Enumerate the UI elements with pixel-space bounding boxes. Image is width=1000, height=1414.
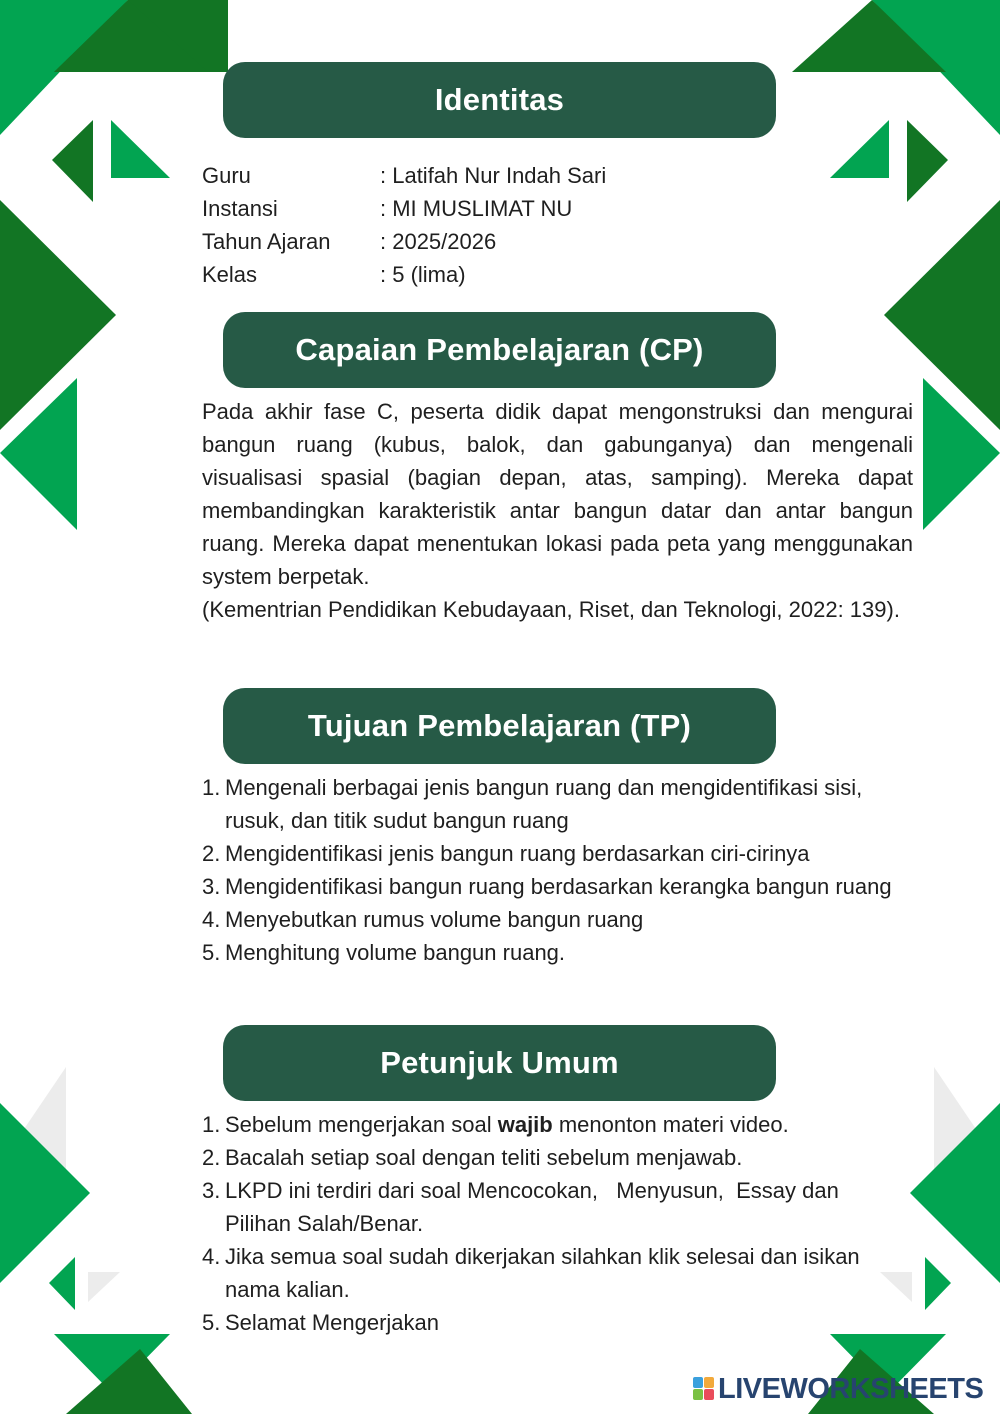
- list-number: 5.: [202, 940, 221, 965]
- tp-title: Tujuan Pembelajaran (TP): [307, 708, 692, 743]
- identity-value: : 5 (lima): [380, 262, 466, 287]
- list-text: Mengenali berbagai jenis bangun ruang dan mengidentifikasi sisi, rusuk, dan titik sudut bangun ruang: [225, 775, 863, 833]
- list-text-bold: wajib: [497, 1112, 553, 1137]
- list-number: 2.: [202, 1145, 221, 1170]
- identity-value: : Latifah Nur Indah Sari: [380, 163, 607, 188]
- list-text: Menyebutkan rumus volume bangun ruang: [225, 907, 644, 932]
- cp-paragraph: [202, 395, 913, 626]
- identitas-title: Identitas: [434, 82, 565, 117]
- list-text: LKPD ini terdiri dari soal Mencocokan, Menyusun, Essay dan Pilihan Salah/Benar.: [225, 1178, 845, 1236]
- identity-label: Kelas: [202, 262, 258, 287]
- list-item: [202, 1240, 892, 1306]
- identity-row-instansi: [202, 192, 572, 225]
- list-text-after: menonton materi video.: [552, 1112, 789, 1137]
- list-item: [202, 903, 892, 936]
- list-item: [202, 1141, 892, 1174]
- list-item: [202, 870, 892, 903]
- identity-row-tahun-ajaran: [202, 225, 496, 258]
- cp-header: [223, 312, 776, 388]
- identity-row-kelas: [202, 258, 466, 291]
- identity-label: Tahun Ajaran: [202, 229, 331, 254]
- list-text: Mengidentifikasi bangun ruang berdasarkan kerangka bangun ruang: [225, 874, 892, 899]
- list-item: [202, 1108, 892, 1141]
- petunjuk-header: [223, 1025, 776, 1101]
- list-text: Selamat Mengerjakan: [225, 1310, 440, 1335]
- list-text-before: Sebelum mengerjakan soal: [225, 1112, 498, 1137]
- list-text: Bacalah setiap soal dengan teliti sebelum menjawab.: [225, 1145, 743, 1170]
- tp-list: [202, 771, 892, 969]
- identity-label: Guru: [202, 163, 251, 188]
- list-number: 5.: [202, 1310, 221, 1335]
- list-text: Mengidentifikasi jenis bangun ruang berdasarkan ciri-cirinya: [225, 841, 810, 866]
- cp-title: Capaian Pembelajaran (CP): [295, 332, 704, 367]
- liveworksheets-logo-icon: [693, 1377, 715, 1401]
- list-number: 3.: [202, 1178, 221, 1203]
- list-item: [202, 936, 892, 969]
- identity-value: : 2025/2026: [380, 229, 497, 254]
- identity-value: : MI MUSLIMAT NU: [380, 196, 573, 221]
- identitas-header: [223, 62, 776, 138]
- list-item: [202, 771, 892, 837]
- list-number: 1.: [202, 775, 221, 800]
- liveworksheets-logo: [693, 1373, 983, 1405]
- list-number: 4.: [202, 907, 221, 932]
- liveworksheets-logo-text: LIVEWORKSHEETS: [718, 1372, 984, 1405]
- list-number: 3.: [202, 874, 221, 899]
- identity-row-guru: [202, 159, 606, 192]
- list-text: Menghitung volume bangun ruang.: [225, 940, 566, 965]
- list-item: [202, 1174, 892, 1240]
- list-item: [202, 837, 892, 870]
- petunjuk-list: [202, 1108, 892, 1339]
- cp-source: (Kementrian Pendidikan Kebudayaan, Riset, dan Teknologi, 2022: 139).: [202, 597, 900, 622]
- list-number: 2.: [202, 841, 221, 866]
- tp-header: [223, 688, 776, 764]
- list-number: 1.: [202, 1112, 221, 1137]
- list-number: 4.: [202, 1244, 221, 1269]
- list-text: Jika semua soal sudah dikerjakan silahkan klik selesai dan isikan nama kalian.: [225, 1244, 860, 1302]
- list-item: [202, 1306, 892, 1339]
- cp-text: Pada akhir fase C, peserta didik dapat mengonstruksi dan mengurai bangun ruang (kubus, balok, dan gabunganya) dan mengenali visualisasi spasial (bagian depan, atas, samping). Mereka dapat membandingkan karakteristik antar bangun datar dan antar bangun ruang. Mereka dapat menentukan lokasi pada peta yang menggunakan system berpetak.: [202, 399, 913, 589]
- petunjuk-title: Petunjuk Umum: [380, 1045, 619, 1080]
- identity-label: Instansi: [202, 196, 278, 221]
